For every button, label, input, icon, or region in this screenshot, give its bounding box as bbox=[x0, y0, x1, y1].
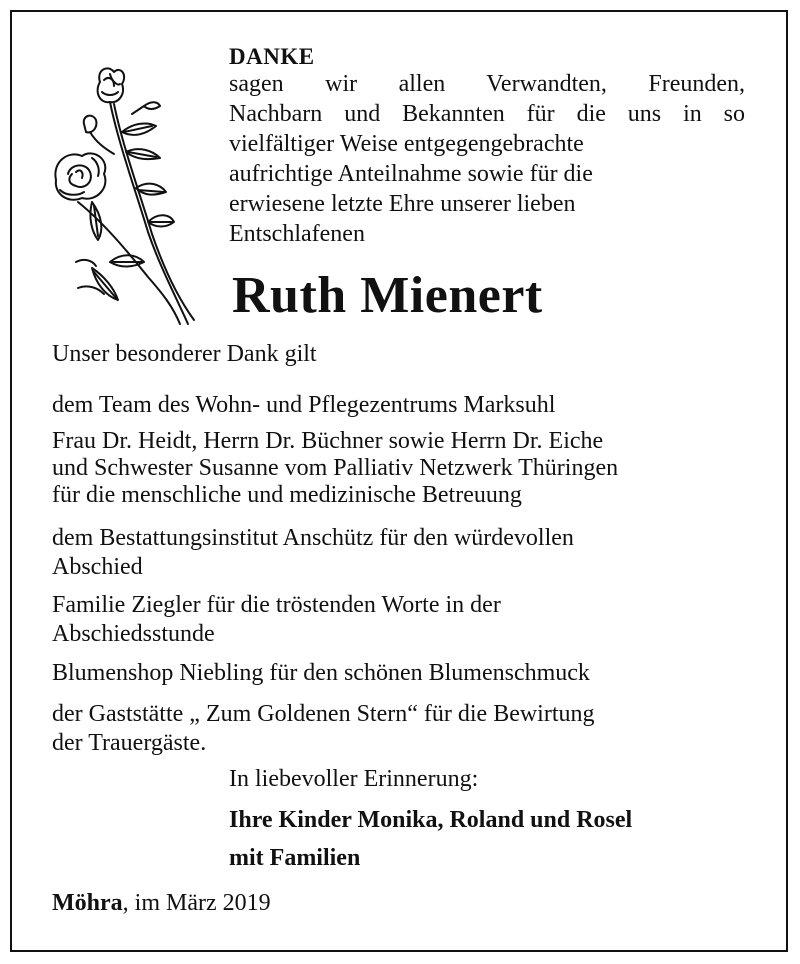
thanks-line: Abschiedsstunde bbox=[52, 621, 215, 647]
family-line: Ihre Kinder Monika, Roland und Rosel bbox=[229, 807, 633, 833]
thanks-line: dem Team des Wohn- und Pflegezentrums Marksuhl bbox=[52, 392, 556, 418]
thanks-line: für die menschliche und medizinische Betreuung bbox=[52, 482, 522, 508]
place: Möhra bbox=[52, 890, 123, 916]
thanks-line: und Schwester Susanne vom Palliativ Netzwerk Thüringen bbox=[52, 455, 619, 481]
thanks-line: Blumenshop Niebling für den schönen Blumenschmuck bbox=[52, 660, 590, 686]
intro-line: Entschlafenen bbox=[229, 221, 365, 247]
rose-icon bbox=[48, 62, 198, 330]
thanks-line: Familie Ziegler für die tröstenden Worte in der bbox=[52, 592, 501, 618]
thanks-line: der Gaststätte „ Zum Goldenen Stern“ für die Bewirtung bbox=[52, 701, 595, 727]
place-date bbox=[52, 889, 752, 918]
intro-line: Nachbarn und Bekannten für die uns in so bbox=[229, 101, 745, 127]
intro-text bbox=[229, 69, 745, 249]
memory-line: In liebevoller Erinnerung: bbox=[229, 766, 479, 792]
heading: DANKE bbox=[229, 44, 315, 69]
intro-line: erwiesene letzte Ehre unserer lieben bbox=[229, 191, 576, 217]
deceased-name: Ruth Mienert bbox=[232, 267, 543, 324]
thanks-intro: Unser besonderer Dank gilt bbox=[52, 341, 317, 367]
thanks-line: Frau Dr. Heidt, Herrn Dr. Büchner sowie Herrn Dr. Eiche bbox=[52, 428, 604, 454]
thanks-line: Abschied bbox=[52, 554, 143, 580]
thanks-block bbox=[52, 591, 752, 649]
thanks-block bbox=[52, 391, 752, 420]
date: , im März 2019 bbox=[122, 890, 271, 916]
thanks-block bbox=[52, 659, 752, 688]
intro-line: sagen wir allen Verwandten, Freunden, bbox=[229, 71, 745, 97]
intro-line: aufrichtige Anteilnahme sowie für die bbox=[229, 161, 593, 187]
intro-line: vielfältiger Weise entgegengebrachte bbox=[229, 131, 584, 157]
thanks-line: dem Bestattungsinstitut Anschütz für den würdevollen bbox=[52, 525, 574, 551]
thanks-block bbox=[52, 700, 752, 758]
thanks-line: der Trauergäste. bbox=[52, 730, 207, 756]
thanks-block bbox=[52, 428, 752, 509]
thanks-block bbox=[52, 524, 752, 582]
family-line: mit Familien bbox=[229, 845, 361, 871]
